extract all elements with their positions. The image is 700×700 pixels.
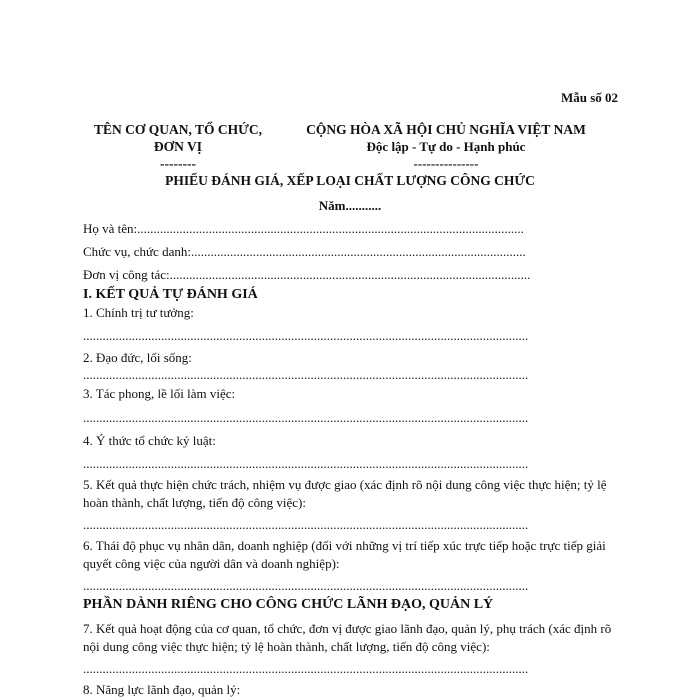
agency-divider: -------- bbox=[160, 156, 196, 171]
position-field: Chức vụ, chức danh:....................................................................................................... bbox=[83, 244, 526, 259]
item-service-attitude: 6. Thái độ phục vụ nhân dân, doanh nghiệp (đối với những vị trí tiếp xúc trực tiếp hoặc trực tiếp giải quyết công việc của người dân và doanh nghiệp): bbox=[83, 538, 606, 571]
answer-line: ......................................................................................................................................... bbox=[83, 410, 529, 425]
unit-field: Đơn vị công tác:............................................................................................................... bbox=[83, 267, 531, 282]
national-motto: Độc lập - Tự do - Hạnh phúc bbox=[366, 139, 526, 154]
section-leaders: PHẦN DÀNH RIÊNG CHO CÔNG CHỨC LÃNH ĐẠO, QUẢN LÝ bbox=[83, 597, 494, 612]
document-year: Năm........... bbox=[318, 198, 382, 213]
item-unit-results: 7. Kết quả hoạt động của cơ quan, tổ chức, đơn vị được giao lãnh đạo, quản lý, phụ trách (xác định rõ nội dung công việc thực hiện; tỷ lệ hoàn thành, chất lượng, tiến độ công việc): bbox=[83, 621, 612, 654]
item-work-style: 3. Tác phong, lề lối làm việc: bbox=[83, 386, 236, 401]
agency-name-line1: TÊN CƠ QUAN, TỔ CHỨC, bbox=[93, 122, 262, 137]
item-discipline: 4. Ý thức tổ chức kỷ luật: bbox=[83, 433, 216, 448]
item-leadership-capacity: 8. Năng lực lãnh đạo, quản lý: bbox=[83, 682, 241, 697]
answer-line: ......................................................................................................................................... bbox=[83, 367, 529, 382]
item-ethics-lifestyle: 2. Đạo đức, lối sống: bbox=[83, 350, 192, 365]
item-political-ideology: 1. Chính trị tư tưởng: bbox=[83, 305, 194, 320]
name-field: Họ và tên:....................................................................................................................... bbox=[83, 221, 524, 236]
answer-line: ......................................................................................................................................... bbox=[83, 328, 529, 343]
item-task-results: 5. Kết quả thực hiện chức trách, nhiệm vụ được giao (xác định rõ nội dung công việc thực hiện; tỷ lệ hoàn thành, chất lượng, tiến độ công việc): bbox=[83, 477, 607, 510]
national-name: CỘNG HÒA XÃ HỘI CHỦ NGHĨA VIỆT NAM bbox=[306, 122, 586, 137]
answer-line: ......................................................................................................................................... bbox=[83, 578, 529, 593]
national-divider: --------------- bbox=[413, 156, 479, 171]
agency-name-line2: ĐƠN VỊ bbox=[153, 139, 203, 154]
answer-line: ......................................................................................................................................... bbox=[83, 661, 529, 676]
agency-header bbox=[78, 121, 278, 172]
section-self-assessment: I. KẾT QUẢ TỰ ĐÁNH GIÁ bbox=[83, 287, 258, 302]
document-title: PHIẾU ĐÁNH GIÁ, XẾP LOẠI CHẤT LƯỢNG CÔNG CHỨC bbox=[165, 173, 535, 188]
national-header bbox=[290, 121, 602, 172]
answer-line: ......................................................................................................................................... bbox=[83, 456, 529, 471]
answer-line: ......................................................................................................................................... bbox=[83, 517, 529, 532]
form-number: Mẫu số 02 bbox=[560, 90, 618, 105]
